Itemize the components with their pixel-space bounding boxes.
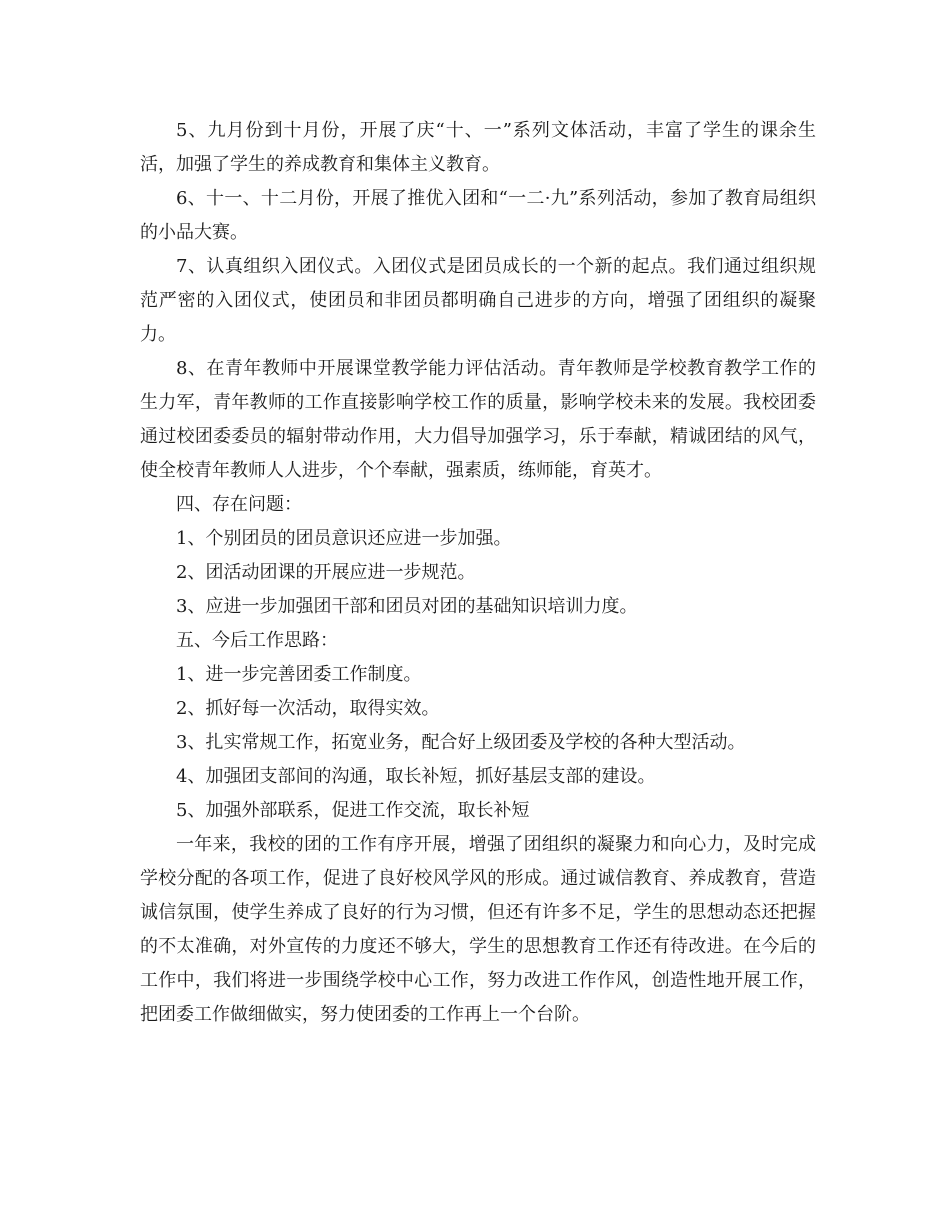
paragraph-item-6-activities: 6、十一、十二月份，开展了推优入团和“一二·九”系列活动，参加了教育局组织的小品大赛。 xyxy=(140,188,816,243)
closing-summary-paragraph: 一年来，我校的团的工作有序开展，增强了团组织的凝聚力和向心力，及时完成学校分配的各项工作，促进了良好校风学风的形成。通过诚信教育、养成教育，营造诚信氛围，使学生养成了良好的行为习惯，但还有许多不足，学生的思想动态还把握的不太准确，对外宣传的力度还不够大，学生的思想教育工作还有待改进。在今后的工作中，我们将进一步围绕学校中心工作，努力改进工作作风，创造性地开展工作，把团委工作做细做实，努力使团委的工作再上一个台阶。 xyxy=(140,834,816,1025)
paragraph-item-5-activities: 5、九月份到十月份，开展了庆“十、一”系列文体活动，丰富了学生的课余生活，加强了学生的养成教育和集体主义教育。 xyxy=(140,120,816,175)
section-heading-future-plans: 五、今后工作思路： xyxy=(176,630,338,651)
problem-item-3: 3、应进一步加强团干部和团员对团的基础知识培训力度。 xyxy=(176,596,638,617)
plan-item-4: 4、加强团支部间的沟通，取长补短，抓好基层支部的建设。 xyxy=(176,766,656,787)
paragraph-item-8-young-teachers: 8、在青年教师中开展课堂教学能力评估活动。青年教师是学校教育教学工作的生力军，青年教师的工作直接影响学校工作的质量，影响学校未来的发展。我校团委通过校团委委员的辐射带动作用，大力倡导加强学习，乐于奉献，精诚团结的风气，使全校青年教师人人进步，个个奉献，强素质，练师能，育英才。 xyxy=(140,358,816,481)
paragraph-item-7-ceremony: 7、认真组织入团仪式。入团仪式是团员成长的一个新的起点。我们通过组织规范严密的入团仪式，使团员和非团员都明确自己进步的方向，增强了团组织的凝聚力。 xyxy=(140,256,816,345)
problem-item-1: 1、个别团员的团员意识还应进一步加强。 xyxy=(176,528,512,549)
plan-item-1: 1、进一步完善团委工作制度。 xyxy=(176,664,422,685)
plan-item-3: 3、扎实常规工作，拓宽业务，配合好上级团委及学校的各种大型活动。 xyxy=(176,732,746,753)
plan-item-2: 2、抓好每一次活动，取得实效。 xyxy=(176,698,440,719)
problem-item-2: 2、团活动团课的开展应进一步规范。 xyxy=(176,562,476,583)
plan-item-5: 5、加强外部联系，促进工作交流，取长补短 xyxy=(176,800,530,821)
section-heading-problems: 四、存在问题： xyxy=(176,494,302,515)
document-body xyxy=(140,114,816,1032)
